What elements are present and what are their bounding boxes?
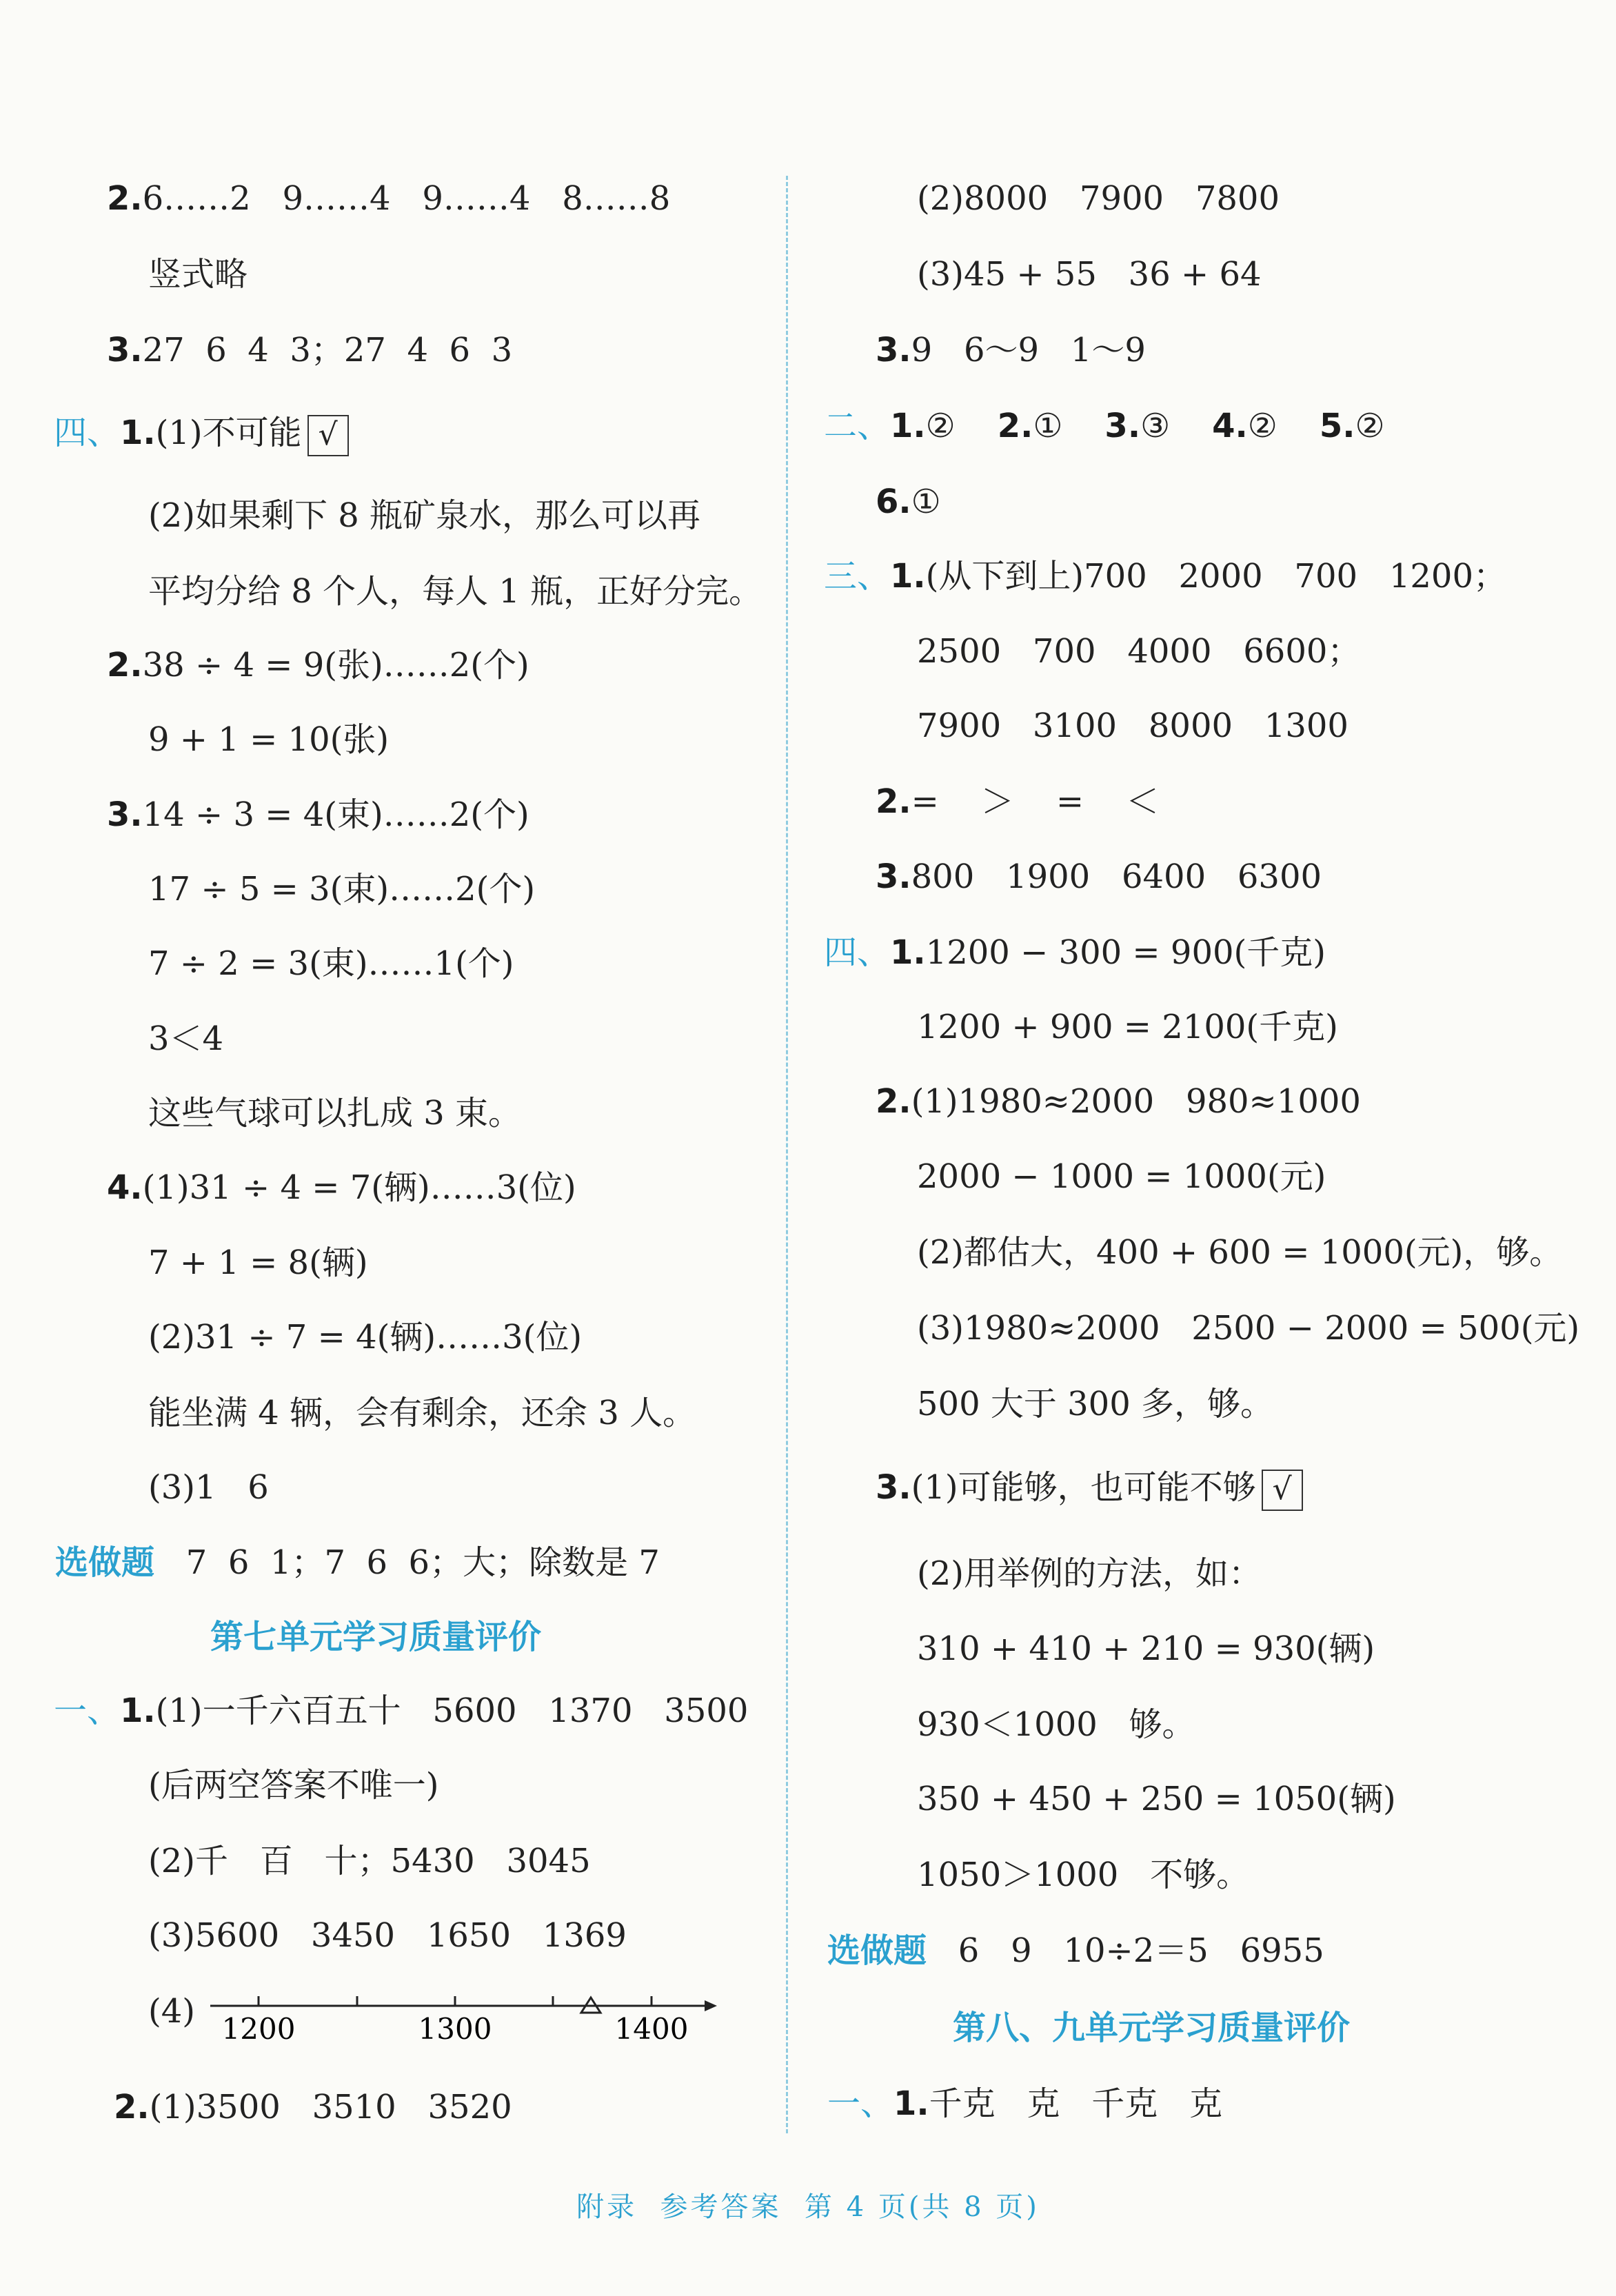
left-s4-q1-line1: 四、1.(1)不可能 √ [54,412,349,454]
left-q2-line2: 竖式略 [148,255,248,294]
right-line-r3: 3.9 6～9 1～9 [876,331,1146,369]
right-s3-q1-line3: 7900 3100 8000 1300 [917,707,1349,745]
right-s4-q3-line3: 310 + 410 + 210 = 930(辆) [917,1629,1375,1668]
left-s4-q3-line2: 17 ÷ 5 = 3(束)……2(个) [148,870,536,908]
left-s4-q4-line1: 4.(1)31 ÷ 4 = 7(辆)……3(位) [107,1168,576,1207]
right-optional: 选做题 6 9 10÷2＝5 6955 [827,1931,1324,1970]
left-s4-q4-line3: (2)31 ÷ 7 = 4(辆)……3(位) [148,1318,583,1357]
optional-label: 选做题 [55,1543,155,1582]
tick-label: 1200 [221,2012,296,2046]
left-s4-q1-line2: (2)如果剩下 8 瓶矿泉水，那么可以再 [148,496,701,535]
left-u7-q2-line1: 2.(1)3500 3510 3520 [114,2088,512,2126]
optional-label: 选做题 [827,1931,927,1970]
right-s2-line2: 6.① [876,482,941,521]
right-s3-q3: 3.800 1900 6400 6300 [876,857,1322,896]
left-s4-q3-line4: 3＜4 [148,1019,224,1058]
right-line-r2: (3)45 + 55 36 + 64 [917,255,1262,294]
right-s4-q2-line4: (3)1980≈2000 2500 − 2000 = 500(元) [917,1309,1580,1348]
left-u7-q1-line4: (3)5600 3450 1650 1369 [148,1916,627,1955]
right-s4-q2-line5: 500 大于 300 多，够。 [917,1385,1274,1423]
left-optional: 选做题 7 6 1；7 6 6；大；除数是 7 [55,1543,660,1582]
tick-label: 1300 [418,2012,492,2046]
left-u7-q1-line5: (4) [148,1992,195,2031]
left-s4-q3-line5: 这些气球可以扎成 3 束。 [148,1094,522,1132]
left-s4-q3-line3: 7 ÷ 2 = 3(束)……1(个) [148,944,514,983]
right-s4-q3-line4: 930＜1000 够。 [917,1705,1195,1744]
right-s3-q1-line2: 2500 700 4000 6600； [917,632,1361,671]
right-s4-q2-line3: (2)都估大，400 + 600 = 1000(元)，够。 [917,1233,1563,1272]
check-box: √ [1262,1470,1303,1511]
number-line [207,1978,724,2054]
right-s4-q2-line2: 2000 − 1000 = 1000(元) [917,1157,1326,1196]
right-s4-q3-line5: 350 + 450 + 250 = 1050(辆) [917,1780,1396,1818]
right-u89-q1: 一、1.千克 克 千克 克 [827,2084,1222,2123]
right-s4-q1-line1: 四、1.1200 − 300 = 900(千克) [824,933,1326,972]
right-s4-q1-line2: 1200 + 900 = 2100(千克) [917,1008,1338,1046]
left-u7-q1-line3: (2)千 百 十；5430 3045 [148,1842,591,1880]
column-divider [786,176,788,2133]
unit89-title: 第八、九单元学习质量评价 [953,2009,1351,2047]
right-s3-q1-line1: 三、1.(从下到上)700 2000 700 1200； [824,557,1506,596]
unit7-title: 第七单元学习质量评价 [210,1618,542,1656]
right-s4-q3-line2: (2)用举例的方法，如： [917,1554,1262,1593]
right-s4-q2-line1: 2.(1)1980≈2000 980≈1000 [876,1082,1361,1121]
page-footer: 附录 参考答案 第 4 页(共 8 页) [576,2191,1040,2223]
left-u7-q1-line2: (后两空答案不唯一) [148,1766,439,1805]
left-q2-line1: 2.6……2 9……4 9……4 8……8 [107,179,671,218]
right-line-r1: (2)8000 7900 7800 [917,179,1280,218]
left-s4-q4-line5: (3)1 6 [148,1468,269,1507]
right-s2-line1: 二、1.② 2.① 3.③ 4.② 5.② [824,407,1385,445]
left-s4-q2-line2: 9 + 1 = 10(张) [148,720,390,759]
left-s4-q4-line2: 7 + 1 = 8(辆) [148,1243,368,1282]
left-u7-q1-line1: 一、1.(1)一千六百五十 5600 1370 3500 [54,1691,749,1730]
check-box: √ [307,415,349,456]
left-s4-q3-line1: 3.14 ÷ 3 = 4(束)……2(个) [107,795,529,834]
left-s4-q4-line4: 能坐满 4 辆，会有剩余，还余 3 人。 [148,1394,696,1432]
right-s4-q3-line6: 1050＞1000 不够。 [917,1856,1250,1894]
left-q3: 3.27 6 4 3；27 4 6 3 [107,331,513,369]
right-s3-q2: 2.= ＞ = ＜ [876,782,1160,821]
left-s4-q2-line1: 2.38 ÷ 4 = 9(张)……2(个) [107,646,529,684]
right-s4-q3-line1: 3.(1)可能够，也可能不够 √ [876,1467,1303,1508]
tick-label: 1400 [614,2012,689,2046]
left-s4-q1-line3: 平均分给 8 个人，每人 1 瓶，正好分完。 [148,572,762,611]
